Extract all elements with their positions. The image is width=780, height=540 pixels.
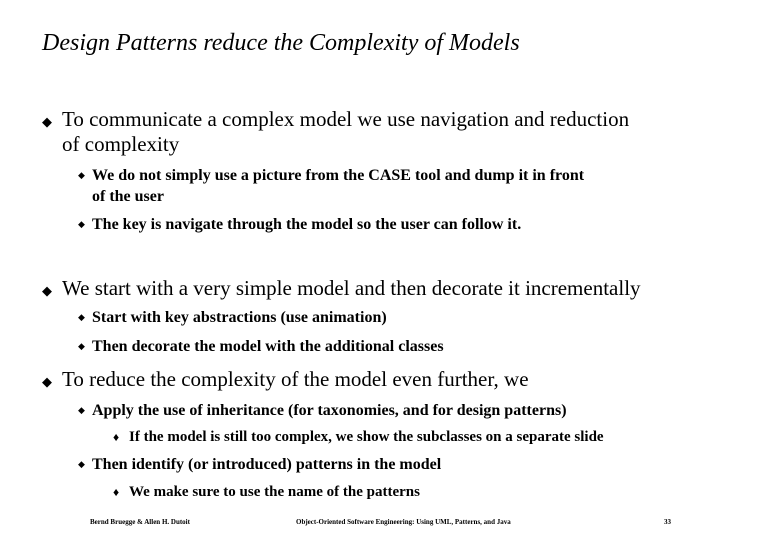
sub-bullet-diamond-icon: ◆ [78,312,85,322]
sub-bullet-2-1: Start with key abstractions (use animation) [92,309,387,326]
sub-sub-bullet-diamond-icon: ♦ [113,430,120,444]
sub-bullet-1-1-line-2: of the user [92,188,164,205]
bullet-3: To reduce the complexity of the model even further, we [62,367,529,391]
sub-sub-bullet-3-1-1: If the model is still too complex, we show the subclasses on a separate slide [129,429,604,445]
sub-sub-bullet-diamond-icon: ♦ [113,485,120,499]
bullet-2: We start with a very simple model and then decorate it incrementally [62,276,641,300]
sub-bullet-diamond-icon: ◆ [78,459,85,469]
sub-bullet-diamond-icon: ◆ [78,219,85,229]
footer-page-number: 33 [664,518,671,526]
footer-book-title: Object-Oriented Software Engineering: Using UML, Patterns, and Java [296,518,511,526]
footer-authors: Bernd Bruegge & Allen H. Dutoit [90,518,190,526]
sub-bullet-1-2: The key is navigate through the model so the user can follow it. [92,216,522,233]
bullet-1-line-1: To communicate a complex model we use navigation and reduction [62,107,630,131]
sub-bullet-3-1: Apply the use of inheritance (for taxonomies, and for design patterns) [92,402,567,419]
bullet-1-line-2: of complexity [62,132,180,156]
sub-bullet-diamond-icon: ◆ [78,170,85,180]
sub-bullet-3-2: Then identify (or introduced) patterns in the model [92,456,442,473]
sub-sub-bullet-3-2-1: We make sure to use the name of the patterns [129,484,420,500]
sub-bullet-1-1-line-1: We do not simply use a picture from the CASE tool and dump it in front [92,167,585,184]
slide-title: Design Patterns reduce the Complexity of Models [42,30,520,56]
bullet-diamond-icon: ◆ [42,283,52,298]
bullet-diamond-icon: ◆ [42,114,52,129]
sub-bullet-diamond-icon: ◆ [78,341,85,351]
sub-bullet-2-2: Then decorate the model with the additional classes [92,338,444,355]
sub-bullet-diamond-icon: ◆ [78,405,85,415]
bullet-diamond-icon: ◆ [42,374,52,389]
